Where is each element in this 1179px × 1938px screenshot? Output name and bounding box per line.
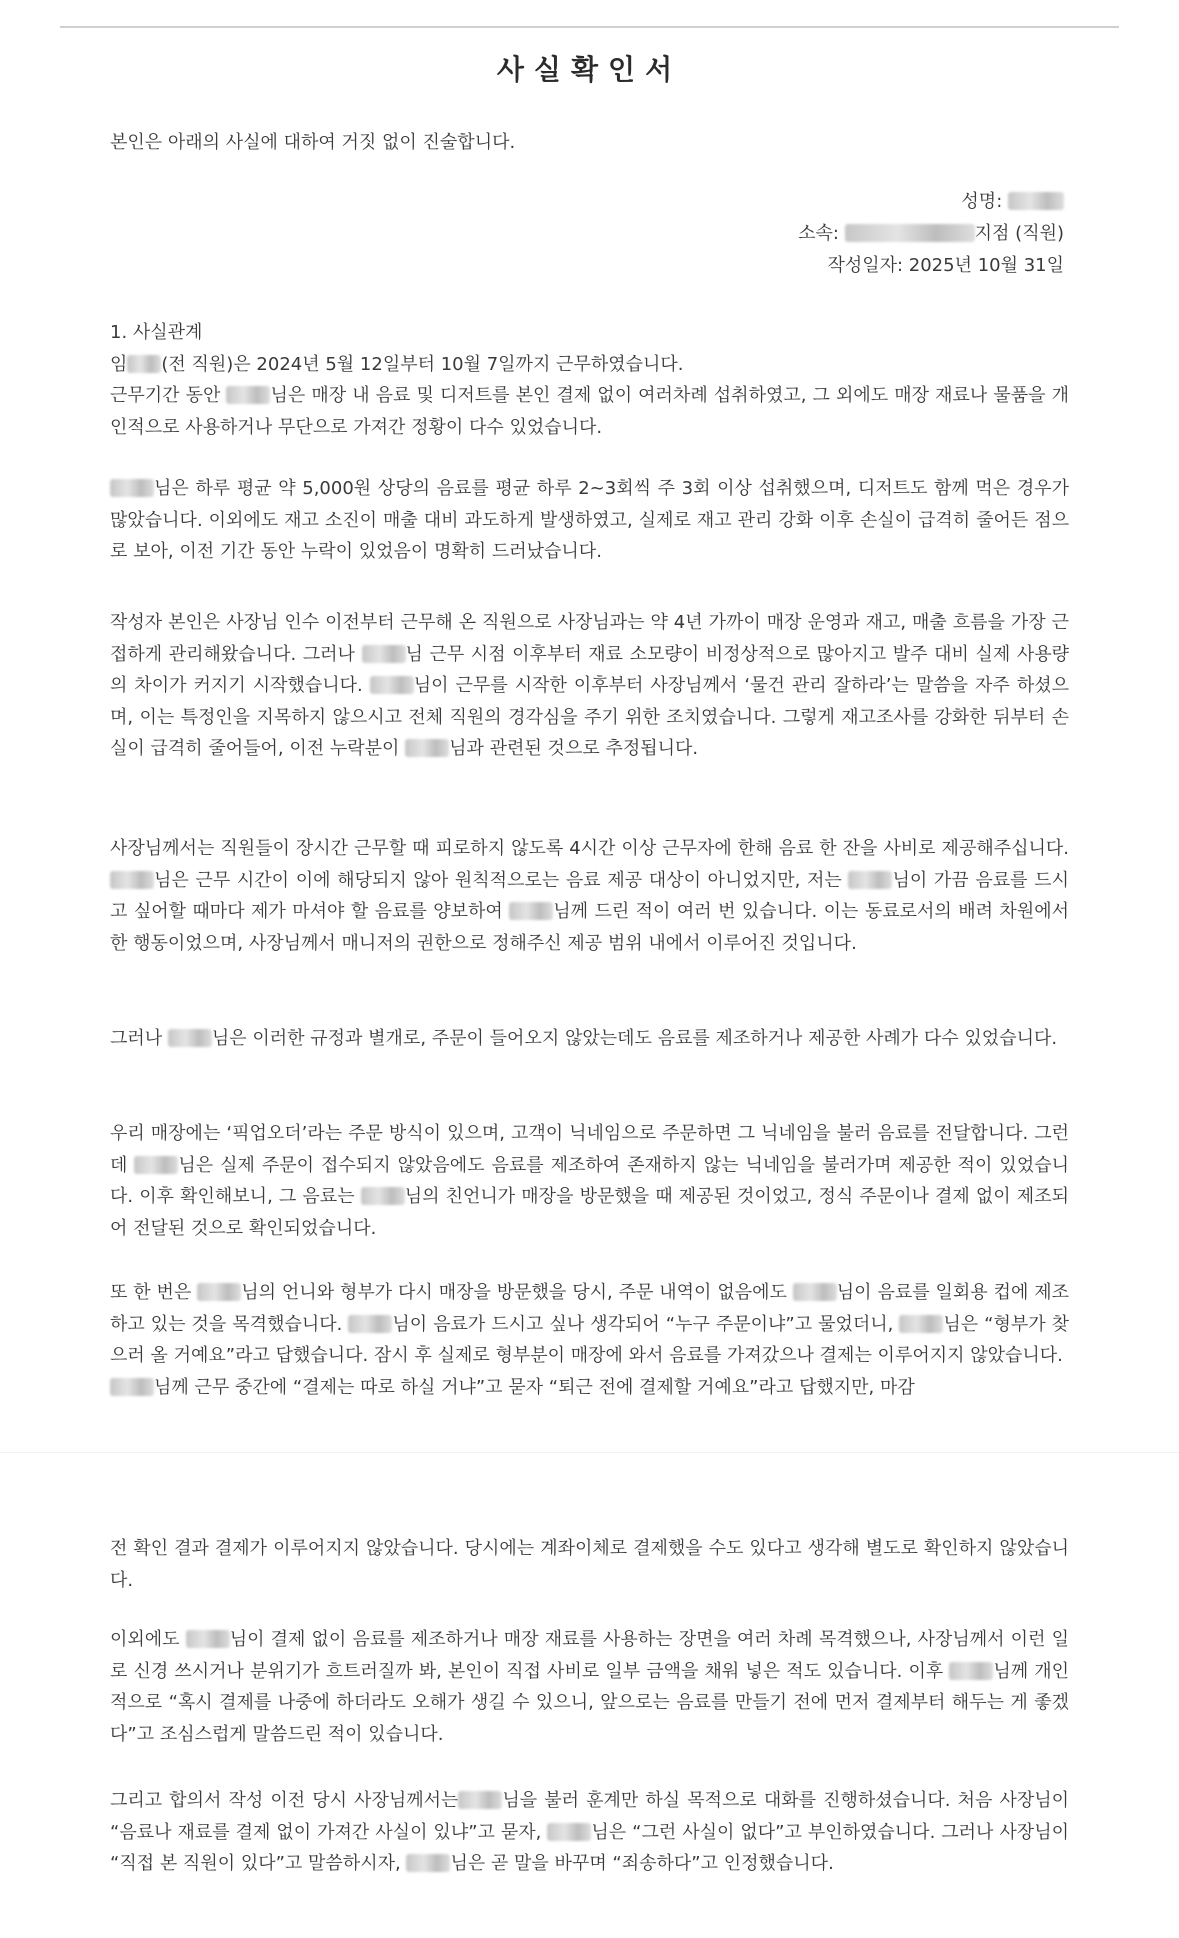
- redacted-name: [370, 676, 414, 694]
- p7-text-3: 님이 음료를 일회용 컵에 제조하고 있는 것을 목격했습니다.: [110, 1282, 1070, 1335]
- p3-text-4: 님과 관련된 것으로 추정됩니다.: [449, 738, 699, 759]
- p1-text-b: (전 직원)은 2024년 5월 12일부터 10월 7일까지 근무하였습니다.: [161, 353, 684, 375]
- page-break: [0, 1452, 1179, 1453]
- paragraph-7: [110, 1277, 1069, 1403]
- redacted-name: [134, 1156, 178, 1174]
- p3-text-1: 작성자 본인은 사장님 인수 이전부터 근무해 온 직원으로 사장님과는 약 4년 가까이 매장 운영과 재고, 매출 흐름을 가장 근접하게 관리해왔습니다. 그러나: [110, 612, 1069, 665]
- p7-text-2: 님의 언니와 형부가 다시 매장을 방문했을 당시, 주문 내역이 없음에도: [241, 1282, 787, 1303]
- author-meta: [798, 186, 1064, 282]
- paragraph-4: [110, 833, 1069, 959]
- date-line: 작성일자: 2025년 10월 31일: [827, 255, 1064, 276]
- redacted-name: [509, 902, 553, 920]
- p2-text: 님은 하루 평균 약 5,000원 상당의 음료를 평균 하루 2~3회씩 주 3회 이상 섭취했으며, 디저트도 함께 먹은 경우가 많았습니다. 이외에도 재고 소진이 매출 대비 과도하게 발생하였고, 실제로 재고 관리 강화 이후 손실이 급격히 줄어든 점으로 보아, 이전 기간 동안 누락이 있었음이 명확히 드러났습니다.: [110, 478, 1069, 562]
- p6-text-2: 님은 실제 주문이 접수되지 않았음에도 음료를 제조하여 존재하지 않는 닉네임을 불러가며 제공한 적이 있었습니다. 이후 확인해보니, 그 음료는: [110, 1154, 1069, 1207]
- intro-statement: 본인은 아래의 사실에 대하여 거짓 없이 진술합니다.: [110, 132, 516, 153]
- p8-text: 전 확인 결과 결제가 이루어지지 않았습니다. 당시에는 계좌이체로 결제했을 수도 있다고 생각해 별도로 확인하지 않았습니다.: [110, 1538, 1069, 1591]
- p9-text-3: 님께 개인적으로 “혹시 결제를 나중에 하더라도 오해가 생길 수 있으니, 앞으로는 음료를 만들기 전에 먼저 결제부터 해두는 게 좋겠다”고 조심스럽게 말씀드린 적이 있습니다.: [110, 1660, 1069, 1745]
- p10-text-3: 님은 “그런 사실이 없다”고 부인하였습니다. 그러나 사장님이 “직접 본 직원이 있다”고 말씀하시자,: [110, 1821, 1069, 1874]
- redacted-name: [547, 1823, 591, 1841]
- paragraph-2: [110, 473, 1069, 568]
- p7-text-1: 또 한 번은: [110, 1282, 192, 1303]
- redacted-name: [110, 479, 154, 497]
- p10-text-4: 님은 곧 말을 바꾸며 “죄송하다”고 인정했습니다.: [450, 1853, 834, 1874]
- name-label: 성명:: [961, 191, 1003, 212]
- redacted-name: [793, 1283, 837, 1301]
- p7-text-6: 님께 근무 중간에 “결제는 따로 하실 거냐”고 묻자 “퇴근 전에 결제할 거예요”라고 답했지만, 마감: [154, 1376, 915, 1398]
- p3-text-3: 님이 근무를 시작한 이후부터 사장님께서 ‘물건 관리 잘하라’는 말씀을 자주 하셨으며, 이는 특정인을 지목하지 않으시고 전체 직원의 경각심을 주기 위한 조치였습니다. 그렇게 재고조사를 강화한 뒤부터 손실이 급격히 줄어들어, 이전 누락분이: [110, 675, 1069, 759]
- affiliation-line: [798, 218, 1064, 250]
- p1-text-a: 임: [110, 353, 128, 375]
- p3-text-2: 님 근무 시점 이후부터 재료 소모량이 비정상적으로 많아지고 발주 대비 실제 사용량의 차이가 커지기 시작했습니다.: [110, 643, 1069, 696]
- p9-text-1: 이외에도: [110, 1629, 180, 1650]
- affiliation-label: 소속:: [798, 223, 839, 244]
- redacted-name: [848, 871, 892, 889]
- redacted-name: [226, 386, 270, 404]
- redacted-name: [348, 1315, 392, 1333]
- p1-text-d: 님은 매장 내 음료 및 디저트를 본인 결제 없이 여러차례 섭취하였고, 그 외에도 매장 재료나 물품을 개인적으로 사용하거나 무단으로 가져간 정황이 다수 있었습니다.: [110, 385, 1069, 438]
- redacted-name: [110, 1378, 154, 1396]
- document-title: 사실확인서: [496, 53, 683, 86]
- redacted-name: [362, 645, 406, 663]
- redacted-name: [1008, 192, 1064, 210]
- paragraph-5: [110, 1023, 1069, 1055]
- redacted-name: [168, 1029, 212, 1047]
- redacted-name: [361, 1187, 405, 1205]
- p1-line-1: [110, 349, 1069, 381]
- redacted-name: [899, 1315, 943, 1333]
- p6-text-1: 우리 매장에는 ‘픽업오더’라는 주문 방식이 있으며, 고객이 닉네임으로 주문하면 그 닉네임을 불러 음료를 전달합니다. 그런데: [110, 1123, 1069, 1176]
- paragraph-9: [110, 1624, 1069, 1750]
- redacted-name: [405, 739, 449, 757]
- p7-text-4: 님이 음료가 드시고 싶나 생각되어 “누구 주문이냐”고 물었더니,: [392, 1313, 894, 1335]
- affiliation-suffix: 지점 (직원): [974, 223, 1064, 244]
- top-rule: [60, 26, 1119, 28]
- p1-text-c: 근무기간 동안: [110, 385, 221, 406]
- paragraph-1: [110, 317, 1069, 443]
- p10-text-2: 님을 불러 훈계만 하실 목적으로 대화를 진행하셨습니다. 처음 사장님이 “음료나 재료를 결제 없이 가져간 사실이 있냐”고 묻자,: [110, 1790, 1069, 1843]
- p4-text-3: 님이 가끔 음료를 드시고 싶어할 때마다 제가 마셔야 할 음료를 양보하여: [110, 869, 1069, 922]
- redacted-name: [127, 355, 161, 373]
- redacted-branch: [845, 224, 975, 242]
- p4-text-1: 사장님께서는 직원들이 장시간 근무할 때 피로하지 않도록 4시간 이상 근무자에 한해 음료 한 잔을 사비로 제공해주십니다.: [110, 838, 1069, 859]
- p7-text-5: 님은 “형부가 찾으러 올 거예요”라고 답했습니다. 잠시 후 실제로 형부분이 매장에 와서 음료를 가져갔으나 결제는 이루어지지 않았습니다.: [110, 1313, 1069, 1366]
- p4-text-2: 님은 근무 시간이 이에 해당되지 않아 원칙적으로는 음료 제공 대상이 아니었지만, 저는: [154, 869, 842, 891]
- redacted-name: [949, 1662, 993, 1680]
- p10-text-1: 그리고 합의서 작성 이전 당시 사장님께서는: [110, 1790, 459, 1811]
- paragraph-6: [110, 1118, 1069, 1244]
- p9-text-2: 님이 결제 없이 음료를 제조하거나 매장 재료를 사용하는 장면을 여러 차례 목격했으나, 사장님께서 이런 일로 신경 쓰시거나 분위기가 흐트러질까 봐, 본인이 직접 사비로 일부 금액을 채워 넣은 적도 있습니다. 이후: [110, 1629, 1069, 1682]
- redacted-name: [406, 1854, 450, 1872]
- p5-text-1: 그러나: [110, 1028, 163, 1049]
- redacted-name: [186, 1630, 230, 1648]
- redacted-name: [458, 1791, 502, 1809]
- section-heading: 1. 사실관계: [110, 322, 203, 343]
- p5-text-2: 님은 이러한 규정과 별개로, 주문이 들어오지 않았는데도 음료를 제조하거나 제공한 사례가 다수 있었습니다.: [211, 1028, 1058, 1049]
- paragraph-10: [110, 1785, 1069, 1880]
- p4-text-4: 님께 드린 적이 여러 번 있습니다. 이는 동료로서의 배려 차원에서 한 행동이었으며, 사장님께서 매니저의 권한으로 정해주신 제공 범위 내에서 이루어진 것입니다.: [110, 901, 1069, 954]
- redacted-name: [197, 1283, 241, 1301]
- p6-text-3: 님의 친언니가 매장을 방문했을 때 제공된 것이었고, 정식 주문이나 결제 없이 제조되어 전달된 것으로 확인되었습니다.: [110, 1186, 1069, 1239]
- redacted-name: [110, 871, 154, 889]
- paragraph-8: [110, 1533, 1069, 1596]
- paragraph-3: [110, 607, 1069, 765]
- name-line: [798, 186, 1064, 218]
- p1-line-2: [110, 380, 1069, 443]
